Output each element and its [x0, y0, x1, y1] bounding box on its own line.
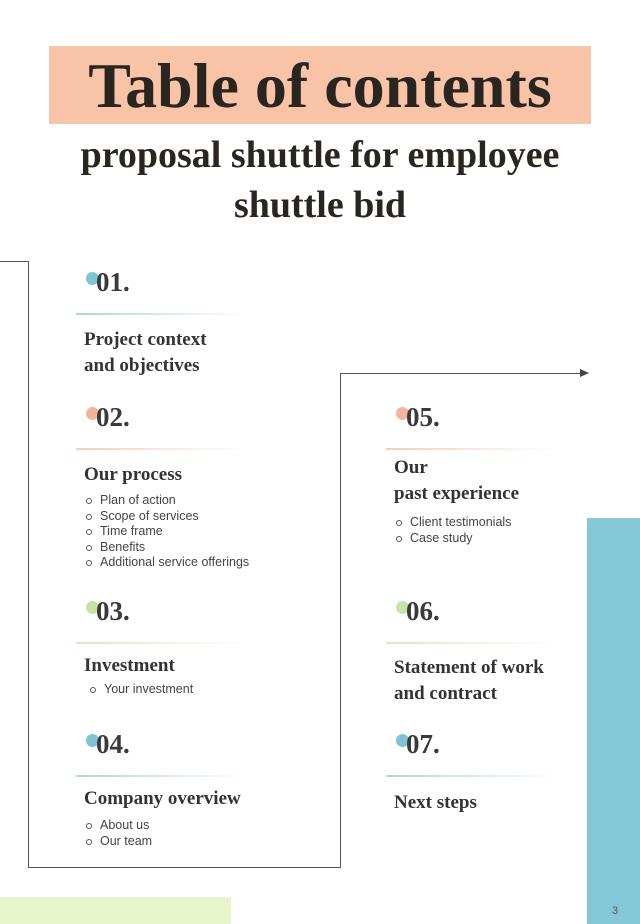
- subtitle-line-1: proposal shuttle for employee: [80, 134, 560, 176]
- section-title-line-1: Our: [394, 457, 428, 478]
- page-subtitle: [20, 130, 620, 230]
- page-number: 3: [612, 905, 619, 917]
- section-title: Company overview: [84, 788, 241, 809]
- page-title: Table of contents: [88, 50, 552, 121]
- list-item: Benefits: [86, 540, 249, 556]
- section-number: 04.: [96, 729, 130, 759]
- section-divider: [76, 642, 246, 644]
- section-title: [394, 455, 614, 507]
- list-item: Our team: [86, 834, 152, 850]
- list-item: Additional service offerings: [86, 555, 249, 571]
- list-item: Case study: [396, 531, 511, 547]
- section-title-line-2: and contract: [394, 683, 497, 704]
- connector-left-vertical: [28, 261, 29, 868]
- section-divider: [76, 775, 246, 777]
- section-number: 07.: [406, 729, 440, 759]
- section-divider: [386, 775, 556, 777]
- section-item-list: [90, 682, 193, 698]
- section-divider: [386, 448, 556, 450]
- section-number: 05.: [406, 402, 440, 432]
- list-item: Your investment: [90, 682, 193, 698]
- section-title: [394, 655, 614, 707]
- section-title: Next steps: [394, 792, 477, 813]
- connector-top-right: [340, 373, 581, 374]
- list-item: Scope of services: [86, 509, 249, 525]
- list-item: About us: [86, 818, 152, 834]
- arrow-right-icon: [580, 369, 589, 377]
- section-title-line-1: Project context: [84, 329, 207, 350]
- section-title: Our process: [84, 464, 182, 485]
- section-divider: [386, 642, 556, 644]
- section-item-list: [396, 515, 511, 546]
- section-title-line-2: and objectives: [84, 355, 200, 376]
- list-item: Plan of action: [86, 493, 249, 509]
- section-number: 01.: [96, 267, 130, 297]
- section-divider: [76, 448, 246, 450]
- section-number: 02.: [96, 402, 130, 432]
- section-divider: [76, 313, 246, 315]
- teal-accent-bar: [587, 518, 640, 924]
- list-item: Time frame: [86, 524, 249, 540]
- section-number: 03.: [96, 596, 130, 626]
- green-accent-bar: [0, 897, 231, 924]
- connector-bottom: [28, 867, 341, 868]
- connector-top-left: [0, 261, 29, 262]
- section-title-line-2: past experience: [394, 483, 520, 504]
- subtitle-line-2: shuttle bid: [233, 184, 407, 226]
- section-title: Investment: [84, 655, 175, 676]
- list-item: Client testimonials: [396, 515, 511, 531]
- section-number: 06.: [406, 596, 440, 626]
- section-title-line-1: Statement of work: [394, 657, 544, 678]
- connector-middle-vertical: [340, 373, 341, 868]
- section-title: [84, 327, 304, 379]
- section-item-list: [86, 493, 249, 571]
- section-item-list: [86, 818, 152, 849]
